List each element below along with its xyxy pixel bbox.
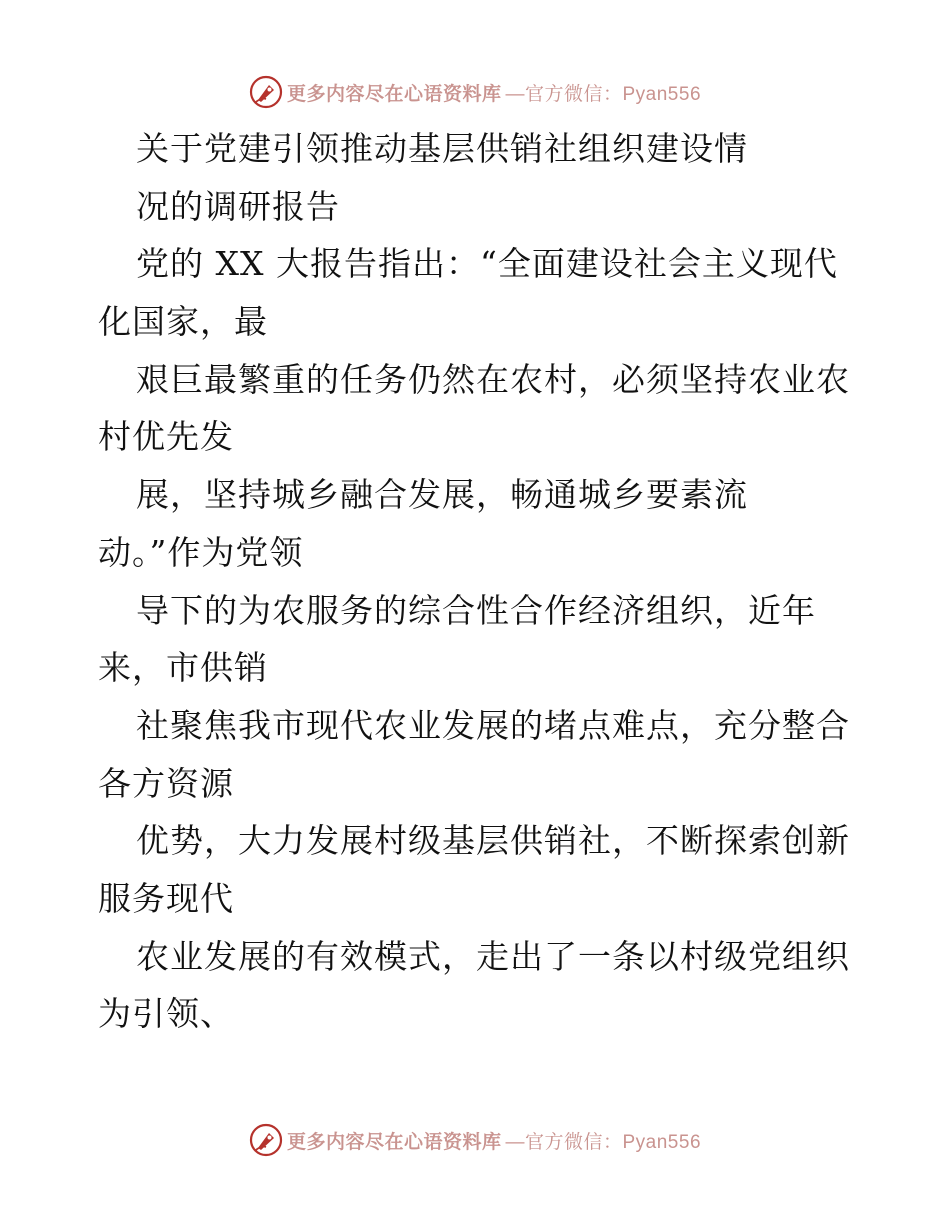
document-title-line: 关于党建引领推动基层供销社组织建设情 bbox=[136, 129, 748, 168]
paragraph-line: 来，市供销 bbox=[98, 648, 268, 688]
paragraph-line: 各方资源 bbox=[98, 763, 234, 803]
pen-nib-logo-icon bbox=[249, 1123, 283, 1157]
watermark-contact-text: —官方微信：Pyan556 bbox=[505, 83, 702, 105]
pen-nib-logo-icon bbox=[249, 75, 283, 109]
document-title-line: 况的调研报告 bbox=[136, 186, 340, 226]
paragraph-line: 展，坚持城乡融合发展，畅通城乡要素流 bbox=[136, 475, 748, 515]
paragraph-line: 化国家，最 bbox=[98, 302, 268, 342]
paragraph-line: 农业发展的有效模式，走出了一条以村级党组织 bbox=[136, 936, 850, 976]
paragraph-line: 党的 XX 大报告指出：“全面建设社会主义现代 bbox=[136, 244, 838, 284]
document-body bbox=[98, 120, 858, 1043]
paragraph-line: 服务现代 bbox=[98, 878, 234, 918]
paragraph-line: 村优先发 bbox=[98, 417, 234, 457]
watermark-brand-text: 更多内容尽在心语资料库 bbox=[286, 1130, 502, 1153]
paragraph-line: 社聚焦我市现代农业发展的堵点难点，充分整合 bbox=[136, 705, 850, 745]
paragraph-line: 优势，大力发展村级基层供销社，不断探索创新 bbox=[136, 821, 850, 861]
page-header-watermark bbox=[0, 72, 950, 112]
paragraph-line: 导下的为农服务的综合性合作经济组织，近年 bbox=[136, 590, 816, 630]
paragraph-line: 为引领、 bbox=[98, 994, 234, 1034]
watermark-brand bbox=[249, 75, 701, 109]
watermark-brand bbox=[249, 1123, 701, 1157]
page-footer-watermark bbox=[0, 1120, 950, 1160]
paragraph-line: 动。”作为党领 bbox=[98, 532, 304, 572]
paragraph-line: 艰巨最繁重的任务仍然在农村，必须坚持农业农 bbox=[136, 359, 850, 399]
watermark-contact-text: —官方微信：Pyan556 bbox=[505, 1131, 702, 1153]
watermark-brand-text: 更多内容尽在心语资料库 bbox=[286, 82, 502, 105]
